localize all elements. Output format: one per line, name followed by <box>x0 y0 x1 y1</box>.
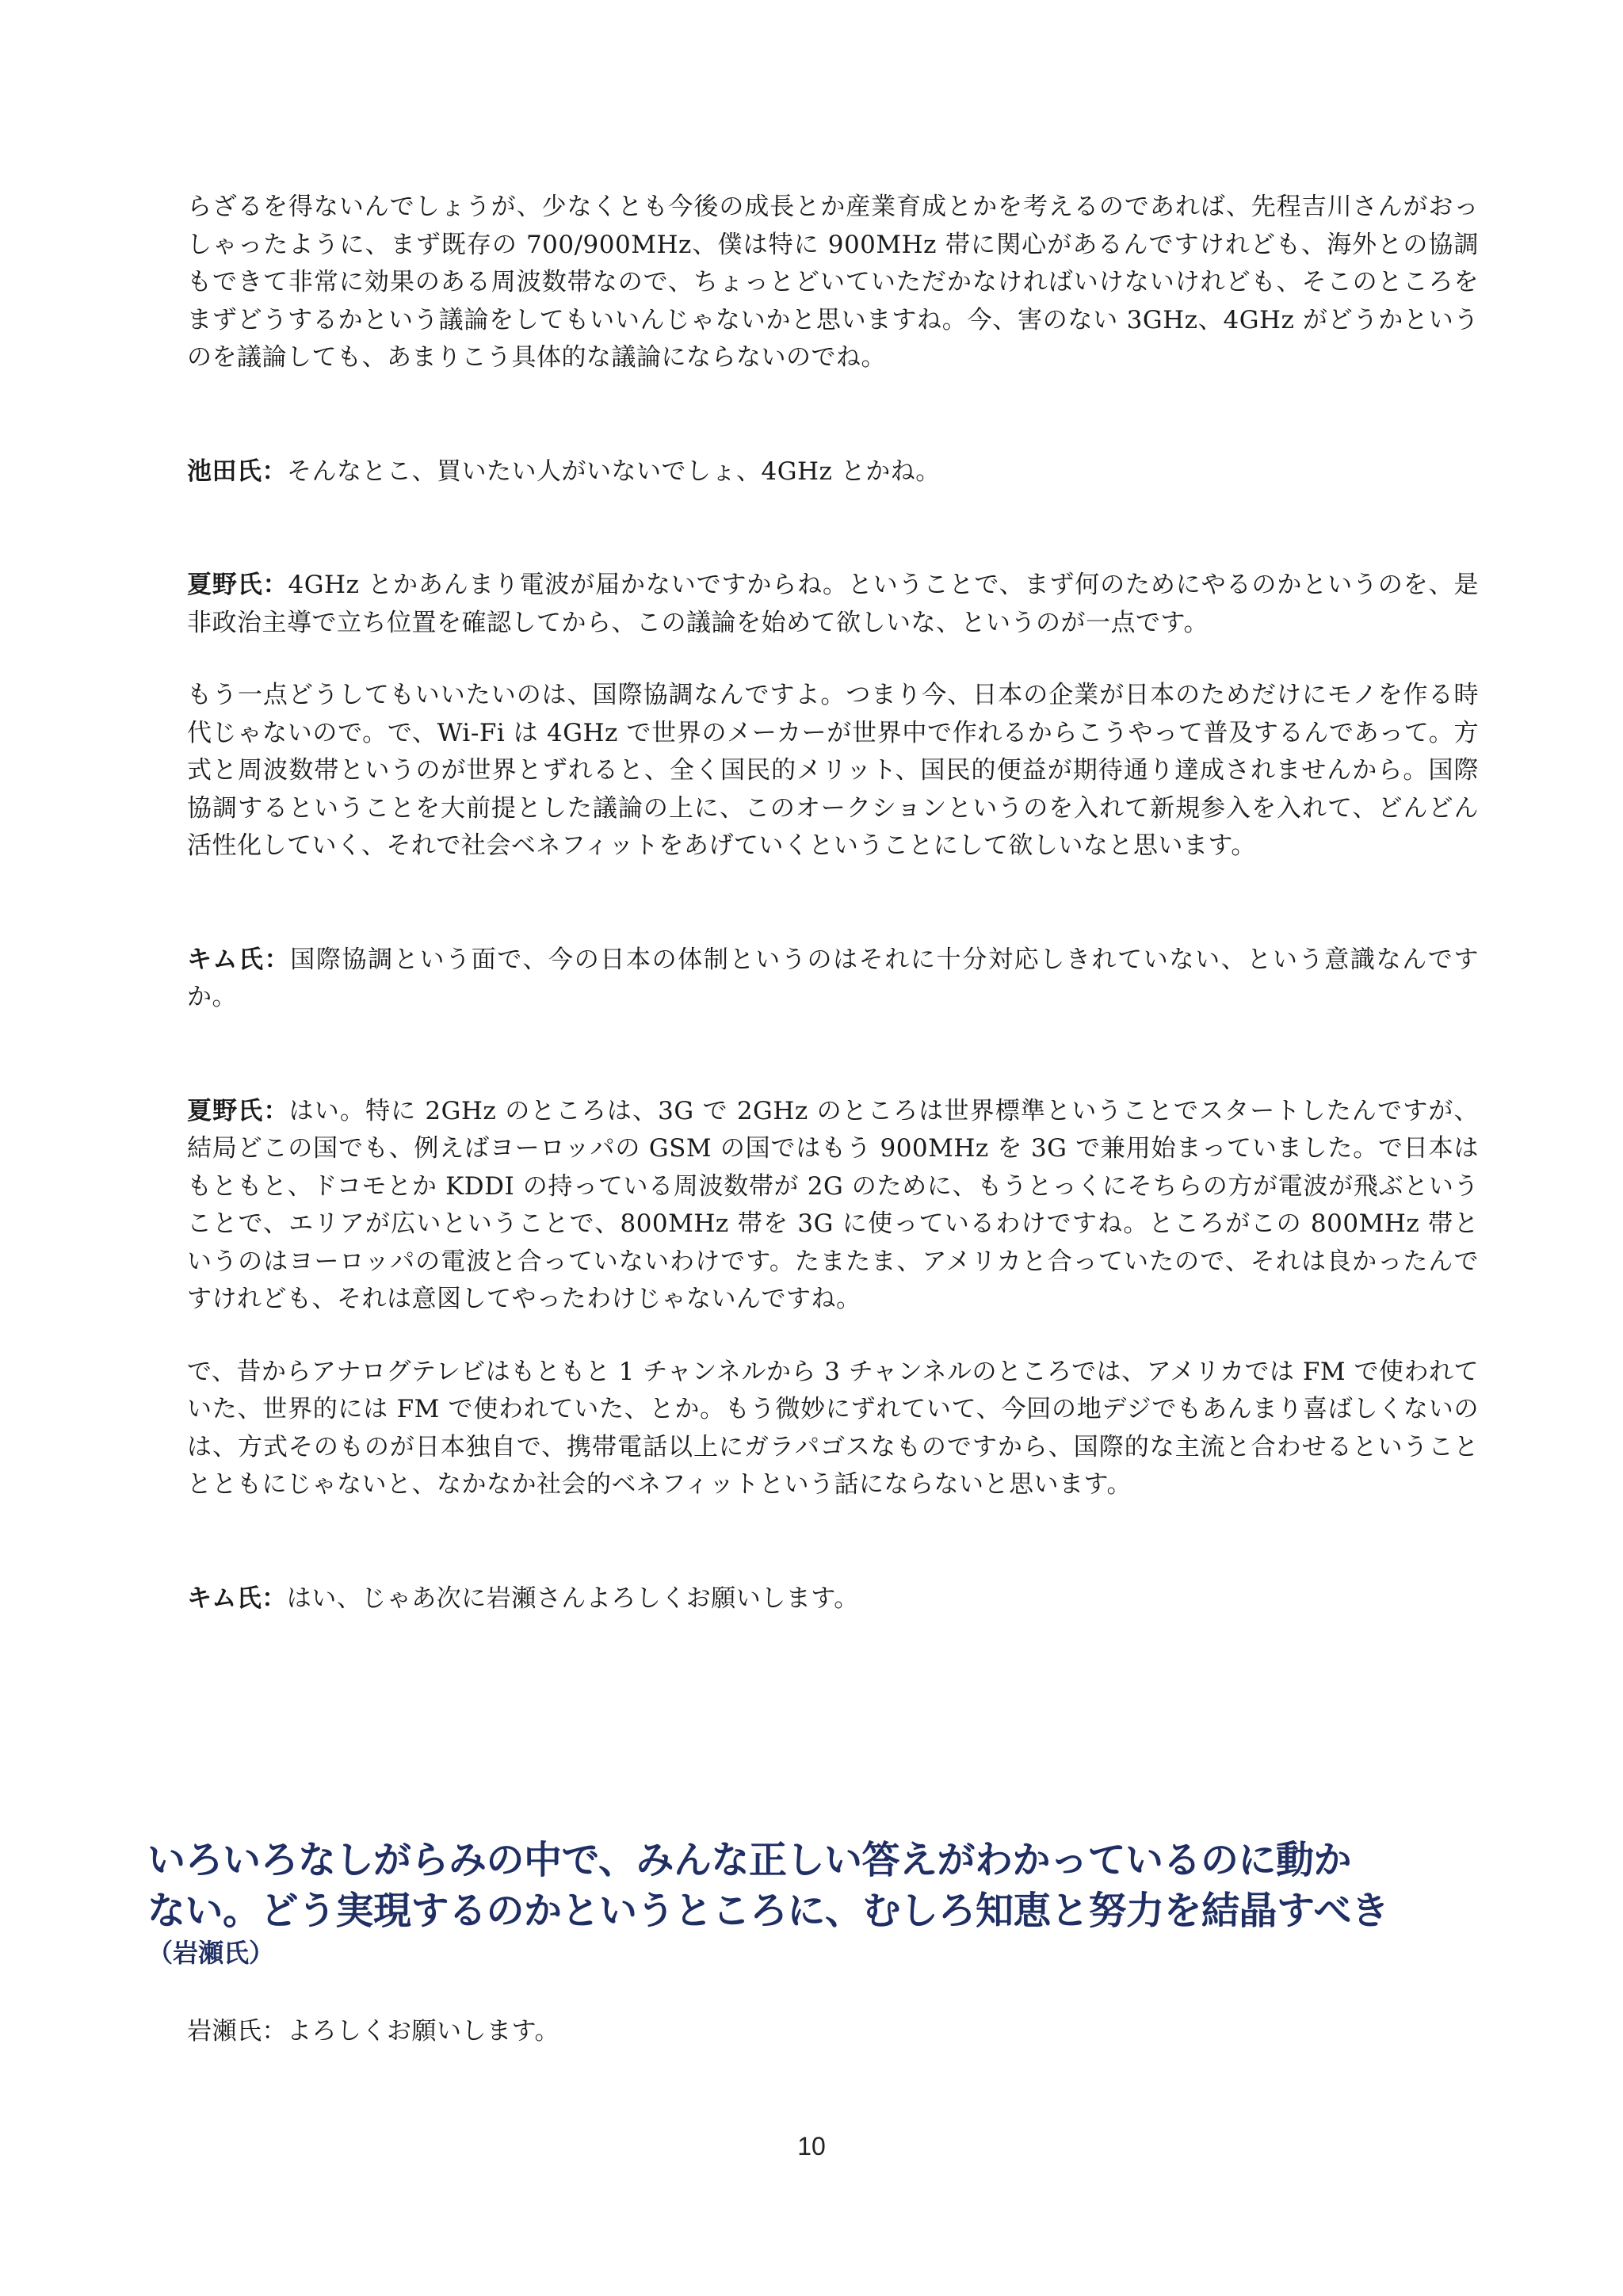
paragraph <box>187 453 1479 491</box>
closing-paragraph: 岩瀬氏：よろしくお願いします。 <box>187 2017 560 2046</box>
speaker-label: 夏野氏： <box>187 1096 289 1125</box>
heading-attribution: （岩瀬氏） <box>147 1938 275 1968</box>
speaker-label: 池田氏： <box>187 457 287 486</box>
section-heading <box>147 1835 1495 1969</box>
paragraph <box>187 1093 1479 1319</box>
paragraph <box>187 189 1479 377</box>
speaker-label: キム氏： <box>187 1584 287 1613</box>
paragraph-text: はい、じゃあ次に岩瀬さんよろしくお願いします。 <box>286 1584 859 1613</box>
paragraph <box>187 1354 1479 1504</box>
paragraph-text: 4GHz とかあんまり電波が届かないですからね。ということで、まず何のためにやるのかというのを、是非政治主導で立ち位置を確認してから、この議論を始めて欲しいな、というのが一点です。 <box>187 571 1480 637</box>
heading-line-1: いろいろなしがらみの中で、みんな正しい答えがわかっているのに動か <box>147 1838 1352 1882</box>
heading-line-2: ない。どう実現するのかというところに、むしろ知恵と努力を結晶すべき <box>147 1889 1389 1933</box>
paragraph-text: もう一点どうしてもいいたいのは、国際協調なんですよ。つまり今、日本の企業が日本のためだけにモノを作る時代じゃないので。で、Wi-Fi は 4GHz で世界のメーカーが世界中で作れるからこうやって普及するんであって。方式と周波数帯というのが世界とずれると、全く国民的メリット、国民的便益が期待通り達成されませんから。国際協調するということを大前提とした議論の上に、このオークションというのを入れて新規参入を入れて、どんどん活性化していく、それで社会ベネフィットをあげていくということにして欲しいなと思います。 <box>187 681 1479 860</box>
speaker-label: 夏野氏： <box>187 571 288 599</box>
paragraph-text: 国際協調という面で、今の日本の体制というのはそれに十分対応しきれていない、という意識なんですか。 <box>187 945 1479 1011</box>
paragraph <box>187 942 1479 1017</box>
paragraph-text: らざるを得ないんでしょうが、少なくとも今後の成長とか産業育成とかを考えるのであれば、先程吉川さんがおっしゃったように、まず既存の 700/900MHz、僕は特に 900MHz 帯に関心があるんですけれども、海外との協調もできて非常に効果のある周波数帯なので、ちょっとどいていただかなければいけないけれども、そこのところをまずどうするかという議論をしてもいいんじゃないかと思いますね。今、害のない 3GHz、4GHz がどうかというのを議論しても、あまりこう具体的な議論にならないのでね。 <box>187 193 1479 372</box>
transcript-body <box>187 189 1479 1618</box>
paragraph <box>187 1580 1479 1618</box>
paragraph-text: そんなとこ、買いたい人がいないでしょ、4GHz とかね。 <box>287 457 941 486</box>
paragraph <box>187 677 1479 865</box>
paragraph <box>187 567 1479 642</box>
paragraph-text: で、昔からアナログテレビはもともと 1 チャンネルから 3 チャンネルのところでは、アメリカでは FM で使われていた、世界的には FM で使われていた、とか。もう微妙にずれていて、今回の地デジでもあんまり喜ばしくないのは、方式そのものが日本独自で、携帯電話以上にガラパゴスなものですから、国際的な主流と合わせるということとともにじゃないと、なかなか社会的ベネフィットという話にならないと思います。 <box>187 1357 1479 1499</box>
page-number: 10 <box>797 2132 826 2160</box>
speaker-label: キム氏： <box>187 945 291 974</box>
paragraph-text: はい。特に 2GHz のところは、3G で 2GHz のところは世界標準ということでスタートしたんですが、結局どこの国でも、例えばヨーロッパの GSM の国ではもう 900MHz を 3G で兼用始まっていました。で日本はもともと、ドコモとか KDDI の持っている周波数帯が 2G のために、もうとっくにそちらの方が電波が飛ぶということで、エリアが広いということで、800MHz 帯を 3G に使っているわけですね。ところがこの 800MHz 帯というのはヨーロッパの電波と合っていないわけです。たまたま、アメリカと合っていたので、それは良かったんですけれども、それは意図してやったわけじゃないんですね。 <box>187 1096 1480 1313</box>
